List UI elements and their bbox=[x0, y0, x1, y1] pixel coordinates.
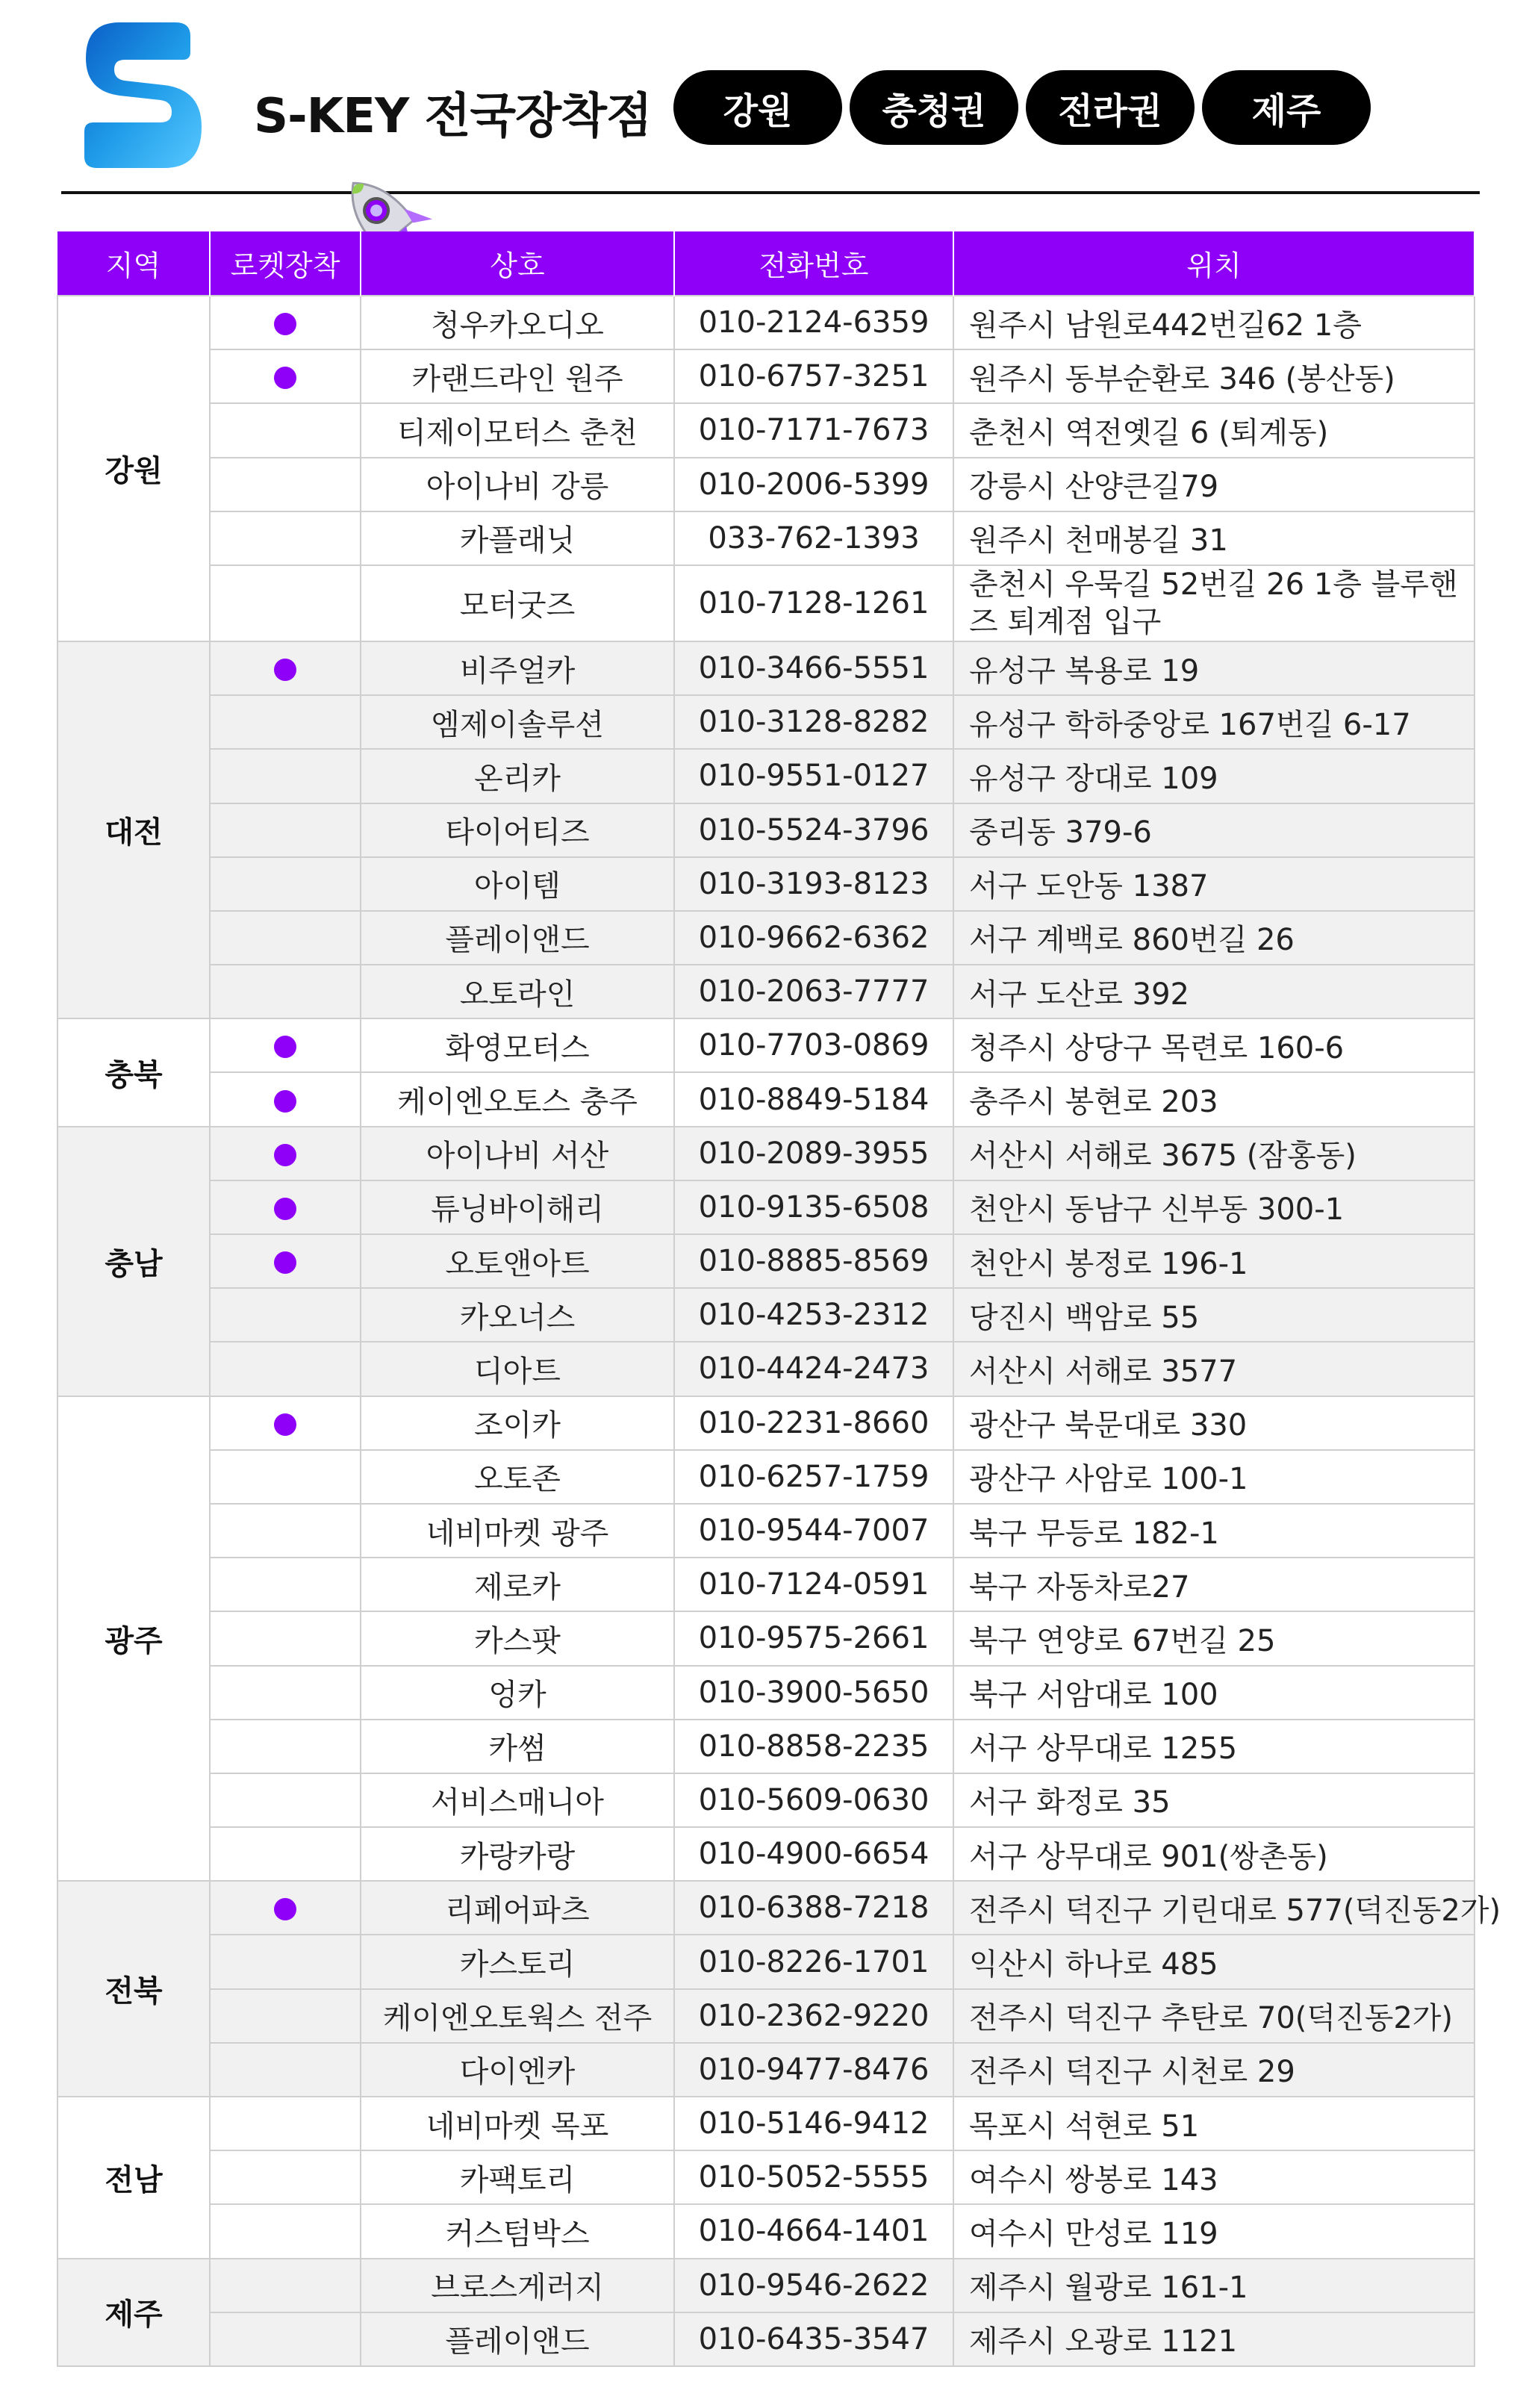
phone-cell[interactable]: 010-2124-6359 bbox=[674, 296, 953, 349]
phone-cell[interactable]: 010-3466-5551 bbox=[674, 641, 953, 695]
phone-cell[interactable]: 010-2089-3955 bbox=[674, 1127, 953, 1180]
rocket-dot-icon bbox=[274, 313, 296, 335]
table-header-row bbox=[57, 231, 1474, 296]
phone-cell[interactable]: 010-2362-9220 bbox=[674, 1989, 953, 2043]
phone-cell[interactable]: 010-6388-7218 bbox=[674, 1881, 953, 1935]
phone-cell[interactable]: 010-2006-5399 bbox=[674, 458, 953, 511]
location-cell: 당진시 백암로 55 bbox=[953, 1288, 1474, 1342]
location-cell: 서산시 서해로 3675 (잠홍동) bbox=[953, 1127, 1474, 1180]
table-row bbox=[57, 2043, 1474, 2097]
location-cell: 여수시 만성로 119 bbox=[953, 2204, 1474, 2258]
table-row bbox=[57, 2312, 1474, 2366]
rocket-cell bbox=[210, 1935, 361, 1988]
location-cell: 천안시 동남구 신부동 300-1 bbox=[953, 1180, 1474, 1234]
phone-cell[interactable]: 010-3193-8123 bbox=[674, 857, 953, 911]
phone-cell[interactable]: 010-8858-2235 bbox=[674, 1720, 953, 1773]
location-cell: 천안시 봉정로 196-1 bbox=[953, 1234, 1474, 1288]
location-cell: 서산시 서해로 3577 bbox=[953, 1342, 1474, 1396]
region-cell: 충북 bbox=[57, 1018, 210, 1126]
phone-cell[interactable]: 010-8885-8569 bbox=[674, 1234, 953, 1288]
phone-cell[interactable]: 010-8226-1701 bbox=[674, 1935, 953, 1988]
rocket-cell bbox=[210, 458, 361, 511]
tab-jeju[interactable]: 제주 bbox=[1202, 70, 1371, 145]
rocket-cell bbox=[210, 1018, 361, 1072]
location-cell: 원주시 남원로442번길62 1층 bbox=[953, 296, 1474, 349]
installer-table bbox=[57, 231, 1501, 2367]
location-cell: 북구 연양로 67번길 25 bbox=[953, 1611, 1474, 1665]
table-row bbox=[57, 1396, 1474, 1450]
rocket-dot-icon bbox=[274, 1036, 296, 1058]
rocket-cell bbox=[210, 1127, 361, 1180]
table-row bbox=[57, 349, 1474, 403]
page-title: S-KEY 전국장착점 bbox=[254, 89, 652, 144]
rocket-cell bbox=[210, 1666, 361, 1720]
shop-name-cell: 타이어티즈 bbox=[361, 803, 674, 857]
phone-cell[interactable]: 010-5052-5555 bbox=[674, 2150, 953, 2204]
shop-name-cell: 플레이앤드 bbox=[361, 2312, 674, 2366]
table-row bbox=[57, 803, 1474, 857]
shop-name-cell: 아이나비 서산 bbox=[361, 1127, 674, 1180]
table-row bbox=[57, 1018, 1474, 1072]
rocket-cell bbox=[210, 1611, 361, 1665]
rocket-cell bbox=[210, 1504, 361, 1558]
location-cell: 중리동 379-6 bbox=[953, 803, 1474, 857]
phone-cell[interactable]: 010-6257-1759 bbox=[674, 1450, 953, 1504]
shop-name-cell: 케이엔오토스 충주 bbox=[361, 1072, 674, 1126]
phone-cell[interactable]: 010-7128-1261 bbox=[674, 565, 953, 641]
table-row bbox=[57, 695, 1474, 749]
location-cell: 강릉시 산양큰길79 bbox=[953, 458, 1474, 511]
phone-cell[interactable]: 010-6757-3251 bbox=[674, 349, 953, 403]
table-row bbox=[57, 1180, 1474, 1234]
table-row bbox=[57, 1989, 1474, 2043]
location-cell: 청주시 상당구 목련로 160-6 bbox=[953, 1018, 1474, 1072]
phone-cell[interactable]: 010-9544-7007 bbox=[674, 1504, 953, 1558]
rocket-cell bbox=[210, 2043, 361, 2097]
table-row bbox=[57, 2150, 1474, 2204]
shop-name-cell: 화영모터스 bbox=[361, 1018, 674, 1072]
table-row bbox=[57, 511, 1474, 565]
table-row bbox=[57, 857, 1474, 911]
table-row bbox=[57, 1827, 1474, 1881]
rocket-cell bbox=[210, 565, 361, 641]
rocket-dot-icon bbox=[274, 1413, 296, 1436]
phone-cell[interactable]: 010-4664-1401 bbox=[674, 2204, 953, 2258]
location-cell: 서구 도산로 392 bbox=[953, 965, 1474, 1018]
shop-name-cell: 청우카오디오 bbox=[361, 296, 674, 349]
table-row bbox=[57, 1720, 1474, 1773]
shop-name-cell: 오토존 bbox=[361, 1450, 674, 1504]
shop-name-cell: 모터굿즈 bbox=[361, 565, 674, 641]
shop-name-cell: 카썸 bbox=[361, 1720, 674, 1773]
tab-jeolla[interactable]: 전라권 bbox=[1026, 70, 1195, 145]
shop-name-cell: 플레이앤드 bbox=[361, 911, 674, 965]
shop-name-cell: 비주얼카 bbox=[361, 641, 674, 695]
shop-name-cell: 서비스매니아 bbox=[361, 1773, 674, 1827]
phone-cell[interactable]: 010-5524-3796 bbox=[674, 803, 953, 857]
col-header-phone: 전화번호 bbox=[674, 231, 953, 296]
rocket-cell bbox=[210, 749, 361, 803]
location-cell: 유성구 학하중앙로 167번길 6-17 bbox=[953, 695, 1474, 749]
shop-name-cell: 아이나비 강릉 bbox=[361, 458, 674, 511]
col-header-location: 위치 bbox=[953, 231, 1474, 296]
s-key-logo-icon bbox=[78, 22, 205, 172]
location-cell: 서구 상무대로 1255 bbox=[953, 1720, 1474, 1773]
rocket-cell bbox=[210, 1396, 361, 1450]
shop-name-cell: 네비마켓 광주 bbox=[361, 1504, 674, 1558]
location-cell: 전주시 덕진구 기린대로 577(덕진동2가) bbox=[953, 1881, 1474, 1935]
rocket-cell bbox=[210, 1342, 361, 1396]
col-header-region: 지역 bbox=[57, 231, 210, 296]
location-cell: 제주시 월광로 161-1 bbox=[953, 2259, 1474, 2312]
rocket-dot-icon bbox=[274, 367, 296, 389]
phone-cell[interactable]: 010-7703-0869 bbox=[674, 1018, 953, 1072]
location-cell: 원주시 동부순환로 346 (봉산동) bbox=[953, 349, 1474, 403]
phone-cell[interactable]: 010-9551-0127 bbox=[674, 749, 953, 803]
header-divider bbox=[61, 191, 1480, 194]
region-cell: 광주 bbox=[57, 1396, 210, 1882]
rocket-cell bbox=[210, 1180, 361, 1234]
location-cell: 서구 상무대로 901(쌍촌동) bbox=[953, 1827, 1474, 1881]
region-cell: 강원 bbox=[57, 296, 210, 641]
table-row bbox=[57, 1611, 1474, 1665]
shop-name-cell: 케이엔오토웍스 전주 bbox=[361, 1989, 674, 2043]
phone-cell[interactable]: 010-9135-6508 bbox=[674, 1180, 953, 1234]
region-cell: 전남 bbox=[57, 2097, 210, 2259]
rocket-cell bbox=[210, 1558, 361, 1611]
shop-name-cell: 다이엔카 bbox=[361, 2043, 674, 2097]
phone-cell[interactable]: 010-9575-2661 bbox=[674, 1611, 953, 1665]
tab-chungcheong[interactable]: 충청권 bbox=[850, 70, 1018, 145]
shop-name-cell: 리페어파츠 bbox=[361, 1881, 674, 1935]
location-cell: 서구 계백로 860번길 26 bbox=[953, 911, 1474, 965]
shop-name-cell: 카랜드라인 원주 bbox=[361, 349, 674, 403]
table-row bbox=[57, 1072, 1474, 1126]
table-row bbox=[57, 749, 1474, 803]
table-row bbox=[57, 458, 1474, 511]
shop-name-cell: 카오너스 bbox=[361, 1288, 674, 1342]
location-cell: 북구 서암대로 100 bbox=[953, 1666, 1474, 1720]
location-cell: 북구 무등로 182-1 bbox=[953, 1504, 1474, 1558]
location-cell: 광산구 사암로 100-1 bbox=[953, 1450, 1474, 1504]
phone-cell[interactable]: 010-9546-2622 bbox=[674, 2259, 953, 2312]
phone-cell[interactable]: 010-4900-6654 bbox=[674, 1827, 953, 1881]
shop-name-cell: 엠제이솔루션 bbox=[361, 695, 674, 749]
table-row bbox=[57, 1288, 1474, 1342]
rocket-cell bbox=[210, 911, 361, 965]
phone-cell[interactable]: 010-2063-7777 bbox=[674, 965, 953, 1018]
table-row bbox=[57, 565, 1474, 641]
phone-cell[interactable]: 010-4253-2312 bbox=[674, 1288, 953, 1342]
col-header-name: 상호 bbox=[361, 231, 674, 296]
rocket-cell bbox=[210, 1773, 361, 1827]
location-cell: 익산시 하나로 485 bbox=[953, 1935, 1474, 1988]
location-cell: 서구 도안동 1387 bbox=[953, 857, 1474, 911]
table-row bbox=[57, 1773, 1474, 1827]
rocket-cell bbox=[210, 1827, 361, 1881]
location-cell: 북구 자동차로27 bbox=[953, 1558, 1474, 1611]
table-row bbox=[57, 1935, 1474, 1988]
table-row bbox=[57, 1558, 1474, 1611]
phone-cell[interactable]: 010-5609-0630 bbox=[674, 1773, 953, 1827]
shop-name-cell: 오토라인 bbox=[361, 965, 674, 1018]
phone-cell[interactable]: 033-762-1393 bbox=[674, 511, 953, 565]
location-cell: 춘천시 우묵길 52번길 26 1층 블루핸즈 퇴계점 입구 bbox=[953, 565, 1474, 641]
shop-name-cell: 카스토리 bbox=[361, 1935, 674, 1988]
table-row bbox=[57, 403, 1474, 457]
location-cell: 춘천시 역전옛길 6 (퇴계동) bbox=[953, 403, 1474, 457]
region-tabs bbox=[673, 70, 1371, 145]
rocket-cell bbox=[210, 511, 361, 565]
phone-cell[interactable]: 010-8849-5184 bbox=[674, 1072, 953, 1126]
shop-name-cell: 제로카 bbox=[361, 1558, 674, 1611]
table-row bbox=[57, 911, 1474, 965]
phone-cell[interactable]: 010-7171-7673 bbox=[674, 403, 953, 457]
rocket-cell bbox=[210, 2204, 361, 2258]
rocket-dot-icon bbox=[274, 659, 296, 681]
phone-cell[interactable]: 010-5146-9412 bbox=[674, 2097, 953, 2150]
shop-name-cell: 카플래닛 bbox=[361, 511, 674, 565]
shop-name-cell: 커스텀박스 bbox=[361, 2204, 674, 2258]
rocket-cell bbox=[210, 1288, 361, 1342]
location-cell: 유성구 복용로 19 bbox=[953, 641, 1474, 695]
location-cell: 제주시 오광로 1121 bbox=[953, 2312, 1474, 2366]
location-cell: 여수시 쌍봉로 143 bbox=[953, 2150, 1474, 2204]
table-row bbox=[57, 641, 1474, 695]
shop-name-cell: 카랑카랑 bbox=[361, 1827, 674, 1881]
rocket-cell bbox=[210, 803, 361, 857]
table-body bbox=[57, 296, 1501, 2366]
location-cell: 서구 화정로 35 bbox=[953, 1773, 1474, 1827]
rocket-cell bbox=[210, 1720, 361, 1773]
rocket-dot-icon bbox=[274, 1251, 296, 1274]
phone-cell[interactable]: 010-9477-8476 bbox=[674, 2043, 953, 2097]
rocket-cell bbox=[210, 1234, 361, 1288]
rocket-dot-icon bbox=[274, 1144, 296, 1166]
shop-name-cell: 오토앤아트 bbox=[361, 1234, 674, 1288]
rocket-dot-icon bbox=[274, 1898, 296, 1920]
phone-cell[interactable]: 010-2231-8660 bbox=[674, 1396, 953, 1450]
shop-name-cell: 네비마켓 목포 bbox=[361, 2097, 674, 2150]
location-cell: 전주시 덕진구 추탄로 70(덕진동2가) bbox=[953, 1989, 1474, 2043]
phone-cell[interactable]: 010-3900-5650 bbox=[674, 1666, 953, 1720]
location-cell: 목포시 석현로 51 bbox=[953, 2097, 1474, 2150]
shop-name-cell: 조이카 bbox=[361, 1396, 674, 1450]
region-cell: 충남 bbox=[57, 1127, 210, 1396]
table-row bbox=[57, 2204, 1474, 2258]
table-row bbox=[57, 1504, 1474, 1558]
location-cell: 원주시 천매봉길 31 bbox=[953, 511, 1474, 565]
tab-gangwon[interactable]: 강원 bbox=[673, 70, 842, 145]
shop-name-cell: 온리카 bbox=[361, 749, 674, 803]
rocket-cell bbox=[210, 1450, 361, 1504]
shop-name-cell: 브로스게러지 bbox=[361, 2259, 674, 2312]
rocket-cell bbox=[210, 1989, 361, 2043]
phone-cell[interactable]: 010-3128-8282 bbox=[674, 695, 953, 749]
phone-cell[interactable]: 010-9662-6362 bbox=[674, 911, 953, 965]
rocket-cell bbox=[210, 349, 361, 403]
location-cell: 유성구 장대로 109 bbox=[953, 749, 1474, 803]
rocket-cell bbox=[210, 2259, 361, 2312]
rocket-cell bbox=[210, 403, 361, 457]
region-cell: 전북 bbox=[57, 1881, 210, 2097]
col-header-rocket: 로켓장착 bbox=[210, 231, 361, 296]
shop-name-cell: 튜닝바이해리 bbox=[361, 1180, 674, 1234]
table-row bbox=[57, 965, 1474, 1018]
shop-name-cell: 엉카 bbox=[361, 1666, 674, 1720]
location-cell: 전주시 덕진구 시천로 29 bbox=[953, 2043, 1474, 2097]
table-row bbox=[57, 1450, 1474, 1504]
rocket-cell bbox=[210, 641, 361, 695]
rocket-cell bbox=[210, 1881, 361, 1935]
shop-name-cell: 티제이모터스 춘천 bbox=[361, 403, 674, 457]
table-row bbox=[57, 2097, 1474, 2150]
table-row bbox=[57, 1234, 1474, 1288]
table-row bbox=[57, 1342, 1474, 1396]
shop-name-cell: 카스팟 bbox=[361, 1611, 674, 1665]
rocket-cell bbox=[210, 965, 361, 1018]
table-row bbox=[57, 1881, 1474, 1935]
phone-cell[interactable]: 010-6435-3547 bbox=[674, 2312, 953, 2366]
table-row bbox=[57, 2259, 1474, 2312]
location-cell: 충주시 봉현로 203 bbox=[953, 1072, 1474, 1126]
rocket-cell bbox=[210, 2097, 361, 2150]
table-row bbox=[57, 296, 1474, 349]
shop-name-cell: 아이템 bbox=[361, 857, 674, 911]
phone-cell[interactable]: 010-7124-0591 bbox=[674, 1558, 953, 1611]
rocket-dot-icon bbox=[274, 1090, 296, 1113]
phone-cell[interactable]: 010-4424-2473 bbox=[674, 1342, 953, 1396]
location-cell: 광산구 북문대로 330 bbox=[953, 1396, 1474, 1450]
table-row bbox=[57, 1127, 1474, 1180]
rocket-dot-icon bbox=[274, 1198, 296, 1220]
table-row bbox=[57, 1666, 1474, 1720]
shop-name-cell: 카팩토리 bbox=[361, 2150, 674, 2204]
rocket-cell bbox=[210, 695, 361, 749]
rocket-cell bbox=[210, 857, 361, 911]
rocket-cell bbox=[210, 2312, 361, 2366]
rocket-cell bbox=[210, 296, 361, 349]
region-cell: 대전 bbox=[57, 641, 210, 1018]
rocket-cell bbox=[210, 1072, 361, 1126]
rocket-cell bbox=[210, 2150, 361, 2204]
page-header bbox=[0, 0, 1529, 194]
region-cell: 제주 bbox=[57, 2259, 210, 2366]
shop-name-cell: 디아트 bbox=[361, 1342, 674, 1396]
